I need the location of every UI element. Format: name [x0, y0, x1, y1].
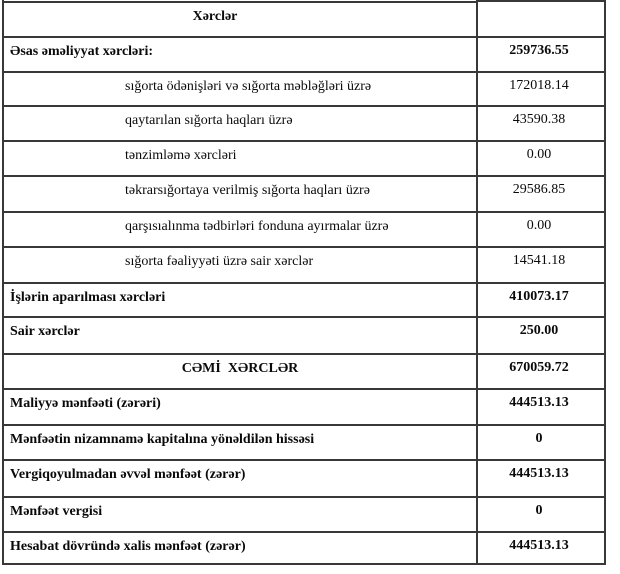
- row-value: 0.00: [526, 218, 552, 233]
- table-row: [4, 213, 604, 248]
- row-value: 410073.17: [509, 289, 569, 304]
- row-value: 0: [535, 431, 543, 446]
- row-value: 14541.18: [512, 253, 566, 268]
- table-header-row: [4, 3, 604, 38]
- row-value: 172018.14: [509, 78, 569, 93]
- row-value: 0: [535, 503, 543, 518]
- table-header-label: Xərclər: [4, 3, 478, 36]
- row-label: Hesabat dövründə xalis mənfəət (zərər): [4, 533, 478, 565]
- row-label: Maliyyə mənfəəti (zərəri): [4, 390, 478, 424]
- row-label: Vergiqoyulmadan əvvəl mənfəət (zərər): [4, 461, 478, 496]
- table-row: [4, 142, 604, 177]
- row-label: Mənfəət vergisi: [4, 498, 478, 531]
- table-row: [4, 498, 604, 533]
- row-label: sığorta fəaliyyəti üzrə sair xərclər: [4, 248, 478, 282]
- row-label: qaytarılan sığorta haqları üzrə: [4, 107, 478, 140]
- table-row: [4, 533, 604, 565]
- table-bottom-border: [2, 563, 606, 565]
- table-row: [4, 390, 604, 426]
- table-row: [4, 284, 604, 318]
- table-row-total: [4, 355, 604, 390]
- row-value: 250.00: [519, 323, 559, 338]
- row-label: CƏMİ XƏRCLƏR: [4, 355, 478, 388]
- table-row: [4, 73, 604, 107]
- table-row: [4, 177, 604, 213]
- table-row: [4, 426, 604, 461]
- row-label: Mənfəətin nizamnamə kapitalına yönəldilən hissəsi: [4, 426, 478, 459]
- row-value: 43590.38: [512, 112, 566, 127]
- row-label: Əsas əməliyyat xərcləri:: [4, 38, 478, 71]
- table-header-value: [478, 3, 604, 36]
- row-value: 259736.55: [509, 43, 569, 58]
- row-value: 444513.13: [509, 395, 569, 410]
- row-value: 444513.13: [509, 466, 569, 481]
- table-row: [4, 461, 604, 498]
- table-row: [4, 318, 604, 355]
- row-label: tənzimləmə xərcləri: [4, 142, 478, 175]
- table-row: [4, 38, 604, 73]
- row-label: təkrarsığortaya verilmiş sığorta haqları üzrə: [4, 177, 478, 211]
- row-label: İşlərin aparılması xərcləri: [4, 284, 478, 316]
- table-row: [4, 248, 604, 284]
- row-label: Sair xərclər: [4, 318, 478, 353]
- row-value: 670059.72: [509, 360, 569, 375]
- expenses-table: [2, 0, 606, 565]
- row-label: qarşısıalınma tədbirləri fonduna ayırmalar üzrə: [4, 213, 478, 246]
- row-value: 29586.85: [512, 182, 566, 197]
- row-value: 444513.13: [509, 538, 569, 553]
- row-value: 0.00: [526, 147, 552, 162]
- row-label: sığorta ödənişləri və sığorta məbləğləri üzrə: [4, 73, 478, 105]
- table-row: [4, 107, 604, 142]
